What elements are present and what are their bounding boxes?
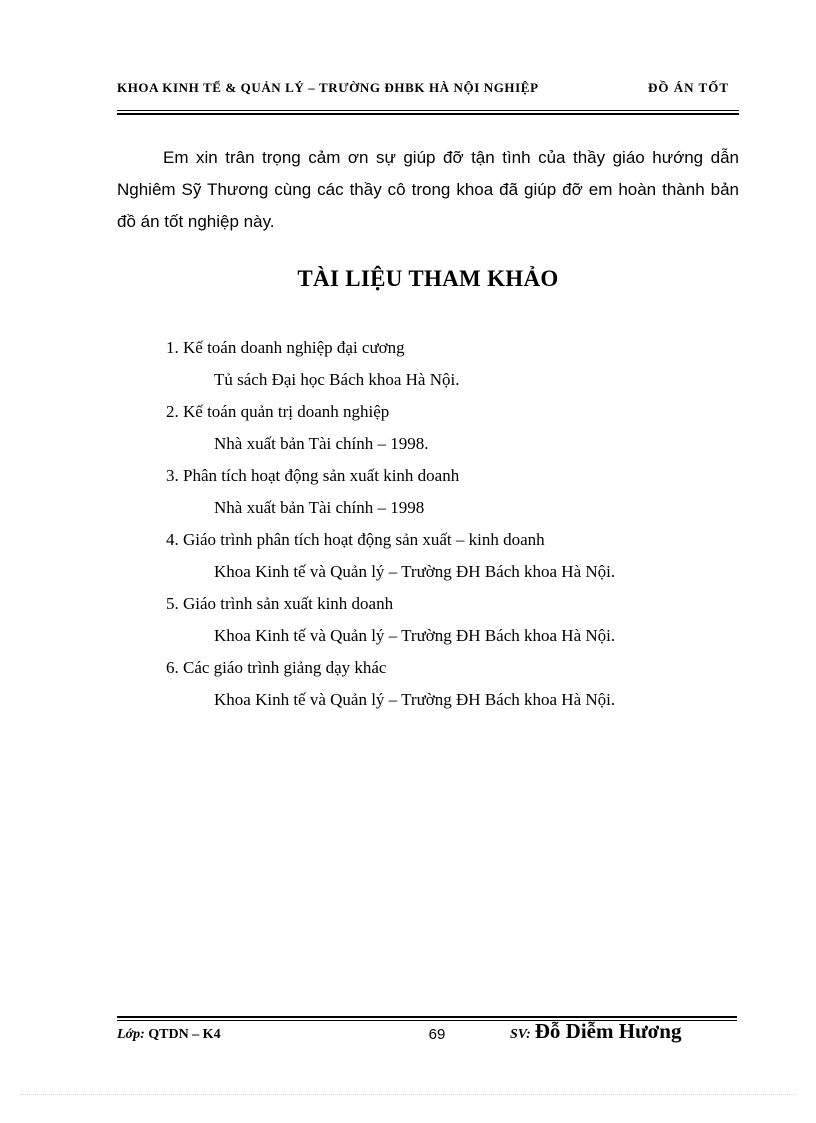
acknowledgement-text: Em xin trân trọng cảm ơn sự giúp đỡ tận tình của thầy giáo hướng dẫn Nghiêm Sỹ Thương cùng các thầy cô trong khoa đã giúp đỡ em hoàn thành bản đồ án tốt nghiệp này. [117, 148, 739, 231]
reference-source: Khoa Kinh tế và Quản lý – Trường ĐH Bách khoa Hà Nội. [214, 690, 616, 709]
footer-class [117, 1027, 221, 1043]
reference-item [166, 460, 746, 524]
header-rule-thick [117, 113, 739, 115]
reference-title: 5. Giáo trình sản xuất kinh doanh [166, 594, 394, 613]
reference-item [166, 332, 746, 396]
footer-class-value: QTDN – K4 [148, 1027, 221, 1042]
header-project-type: ĐỒ ÁN TỐT [648, 80, 729, 95]
header-faculty: KHOA KINH TẾ & QUẢN LÝ – TRƯỜNG ĐHBK HÀ NỘI NGHIỆP [117, 80, 539, 95]
reference-source: Khoa Kinh tế và Quản lý – Trường ĐH Bách khoa Hà Nội. [214, 562, 616, 581]
footer-student-name: Đỗ Diễm Hương [534, 1019, 682, 1043]
header-rule-thin [117, 110, 739, 111]
reference-list [166, 332, 746, 716]
reference-item [166, 652, 746, 716]
reference-source: Nhà xuất bản Tài chính – 1998. [214, 434, 429, 453]
reference-item [166, 524, 746, 588]
reference-source: Tủ sách Đại học Bách khoa Hà Nội. [214, 370, 460, 389]
page-number: 69 [428, 1026, 446, 1043]
reference-item [166, 588, 746, 652]
footer-class-label: Lớp: [117, 1027, 145, 1042]
footer-student-label: SV: [510, 1027, 531, 1042]
references-heading: TÀI LIỆU THAM KHẢO [297, 266, 559, 291]
acknowledgement-paragraph [117, 142, 739, 238]
footer-rule-thick [117, 1016, 737, 1018]
reference-source: Khoa Kinh tế và Quản lý – Trường ĐH Bách khoa Hà Nội. [214, 626, 616, 645]
footer-student [510, 1019, 681, 1044]
reference-source: Nhà xuất bản Tài chính – 1998 [214, 498, 425, 517]
reference-title: 6. Các giáo trình giảng dạy khác [166, 658, 387, 677]
reference-item [166, 396, 746, 460]
page-bottom-divider [20, 1094, 796, 1095]
reference-title: 4. Giáo trình phân tích hoạt động sản xuất – kinh doanh [166, 530, 545, 549]
reference-title: 1. Kế toán doanh nghiệp đại cương [166, 338, 405, 357]
reference-title: 3. Phân tích hoạt động sản xuất kinh doanh [166, 466, 460, 485]
reference-title: 2. Kế toán quản trị doanh nghiệp [166, 402, 390, 421]
